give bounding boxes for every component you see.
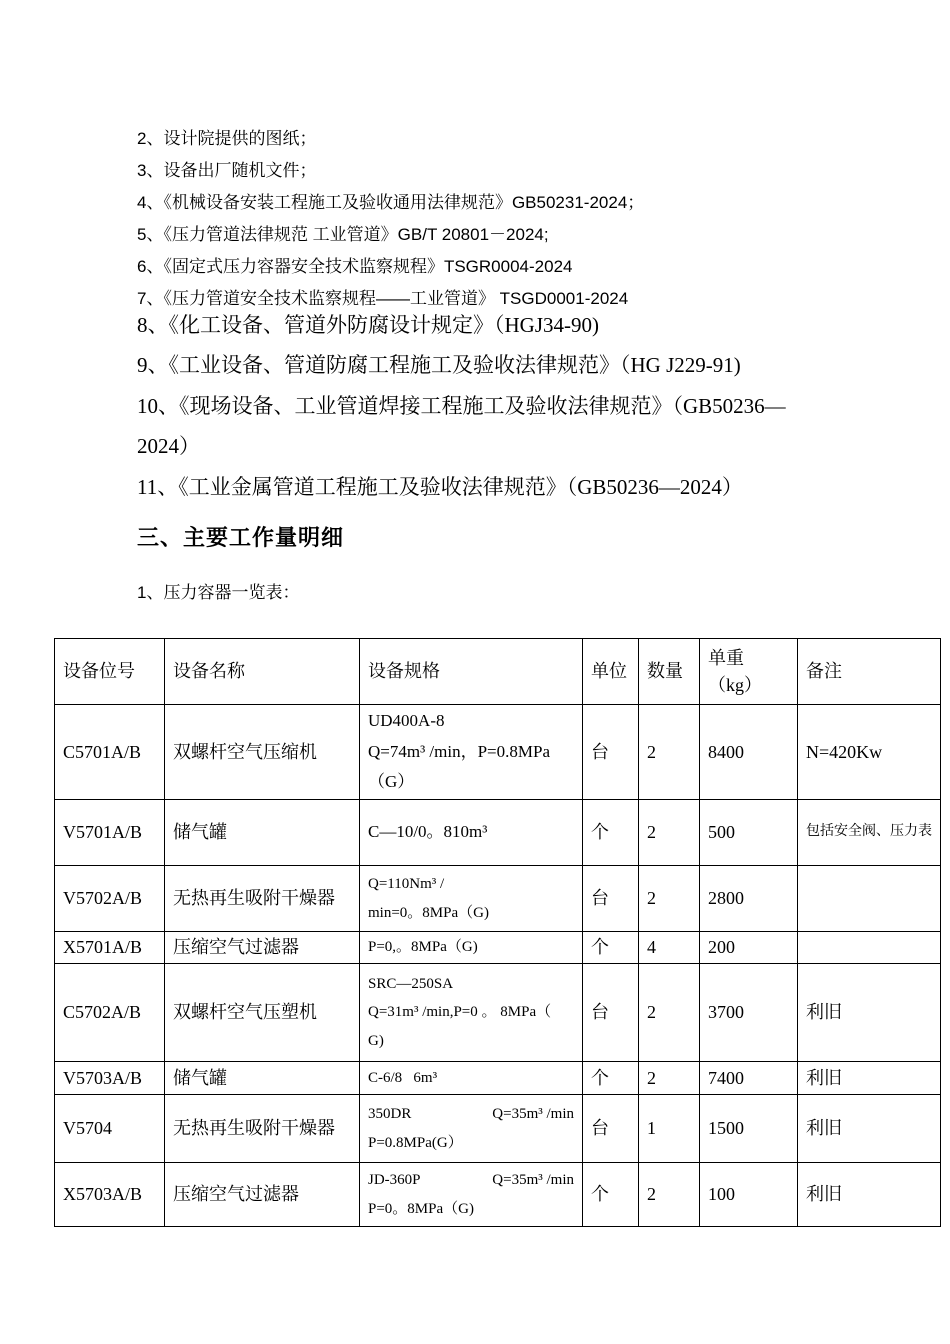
cell-weight: 500 [700,800,798,866]
cell-spec [360,1095,583,1163]
reference-item: 2、设计院提供的图纸； [137,129,317,148]
cell-weight: 3700 [700,964,798,1062]
cell-name: 无热再生吸附干燥器 [165,1095,360,1163]
reference-item: 5、《压力管道法律规范 工业管道》GB/T 20801－2024; [137,225,549,244]
spec-model: JD-360P [368,1172,421,1188]
reference-item: 8、《化工设备、管道外防腐设计规定》（HGJ34-90) [137,313,599,337]
spec-line-split [368,1100,574,1129]
cell-name: 双螺杆空气压塑机 [165,964,360,1062]
spec-line: Q=110Nm³ / [368,876,445,892]
reference-item: 6、《固定式压力容器安全技术监察规程》TSGR0004-2024 [137,257,573,276]
header-note: 备注 [798,639,941,705]
header-spec: 设备规格 [360,639,583,705]
cell-weight: 2800 [700,866,798,932]
header-weight-unit: （kg） [708,674,762,695]
header-weight [700,639,798,705]
cell-note: 利旧 [798,964,941,1062]
cell-name: 双螺杆空气压缩机 [165,705,360,800]
cell-note: 利旧 [798,1163,941,1227]
cell-unit: 台 [583,705,639,800]
cell-note: N=420Kw [798,705,941,800]
cell-spec [360,1062,583,1095]
table-caption: 1、压力容器一览表： [137,583,300,602]
cell-qty: 2 [639,705,700,800]
cell-note [798,932,941,964]
cell-tag: C5702A/B [55,964,165,1062]
cell-weight: 8400 [700,705,798,800]
header-weight-label: 单重 [708,648,744,669]
cell-tag: X5703A/B [55,1163,165,1227]
spec-line: Q=31m³ /min,P=0 。 8MPa（ [368,1004,552,1021]
header-tag: 设备位号 [55,639,165,705]
table-row [55,866,941,932]
cell-unit: 台 [583,1095,639,1163]
spec-flow: Q=35m³ /min [492,1106,574,1122]
table-row [55,1163,941,1227]
cell-name: 压缩空气过滤器 [165,1163,360,1227]
cell-qty: 2 [639,964,700,1062]
cell-spec [360,800,583,866]
cell-spec [360,964,583,1062]
reference-item: 2024） [137,434,200,458]
spec-line: Q=74m³ /min，P=0.8MPa [368,741,551,761]
spec-line: min=0。8MPa（G) [368,904,489,921]
cell-spec [360,866,583,932]
spec-flow: Q=35m³ /min [492,1172,574,1188]
reference-item: 9、《工业设备、管道防腐工程施工及验收法律规范》（HG J229-91) [137,353,741,377]
header-name: 设备名称 [165,639,360,705]
cell-unit: 台 [583,964,639,1062]
spec-line: UD400A-8 [368,711,445,731]
cell-weight: 200 [700,932,798,964]
cell-name: 储气罐 [165,1062,360,1095]
spec-model: 350DR [368,1106,412,1122]
cell-spec [360,932,583,964]
reference-item: 10、《现场设备、工业管道焊接工程施工及验收法律规范》（GB50236— [137,394,786,418]
cell-tag: V5702A/B [55,866,165,932]
pressure-vessel-table [54,638,941,1227]
cell-qty: 4 [639,932,700,964]
table-row [55,1062,941,1095]
reference-item: 3、设备出厂随机文件； [137,161,317,180]
cell-spec [360,1163,583,1227]
header-unit: 单位 [583,639,639,705]
spec-line: SRC—250SA [368,975,454,992]
header-qty: 数量 [639,639,700,705]
spec-line: C—10/0。810m³ [368,822,488,842]
cell-tag: V5704 [55,1095,165,1163]
cell-name: 无热再生吸附干燥器 [165,866,360,932]
cell-qty: 1 [639,1095,700,1163]
cell-tag: V5703A/B [55,1062,165,1095]
table-row [55,705,941,800]
cell-unit: 个 [583,800,639,866]
cell-name: 储气罐 [165,800,360,866]
reference-item: 4、《机械设备安装工程施工及验收通用法律规范》GB50231-2024； [137,193,645,212]
section-heading: 三、主要工作量明细 [137,526,345,551]
cell-name: 压缩空气过滤器 [165,932,360,964]
spec-line: G) [368,1032,384,1049]
table-row [55,932,941,964]
spec-line: C-6/8 6m³ [368,1069,438,1086]
cell-tag: X5701A/B [55,932,165,964]
cell-weight: 1500 [700,1095,798,1163]
cell-note [798,866,941,932]
cell-qty: 2 [639,800,700,866]
cell-note: 利旧 [798,1062,941,1095]
table-row [55,964,941,1062]
cell-spec [360,705,583,800]
reference-item: 11、《工业金属管道工程施工及验收法律规范》（GB50236—2024） [137,475,743,499]
cell-qty: 2 [639,1062,700,1095]
cell-note: 包括安全阀、压力表 [798,800,941,866]
cell-qty: 2 [639,866,700,932]
cell-tag: C5701A/B [55,705,165,800]
cell-tag: V5701A/B [55,800,165,866]
reference-item: 7、《压力管道安全技术监察规程——工业管道》 TSGD0001-2024 [137,289,629,308]
spec-line: P=0,。8MPa（G) [368,939,478,956]
spec-line: P=0.8MPa(G） [368,1134,463,1151]
table-row [55,1095,941,1163]
spec-line-split [368,1166,574,1195]
table-header-row [55,639,941,705]
spec-line: P=0。8MPa（G) [368,1200,474,1217]
table-row [55,800,941,866]
cell-weight: 100 [700,1163,798,1227]
cell-qty: 2 [639,1163,700,1227]
spec-line: （G） [368,772,415,792]
cell-unit: 个 [583,932,639,964]
cell-unit: 个 [583,1062,639,1095]
cell-unit: 个 [583,1163,639,1227]
cell-note: 利旧 [798,1095,941,1163]
cell-weight: 7400 [700,1062,798,1095]
cell-unit: 台 [583,866,639,932]
